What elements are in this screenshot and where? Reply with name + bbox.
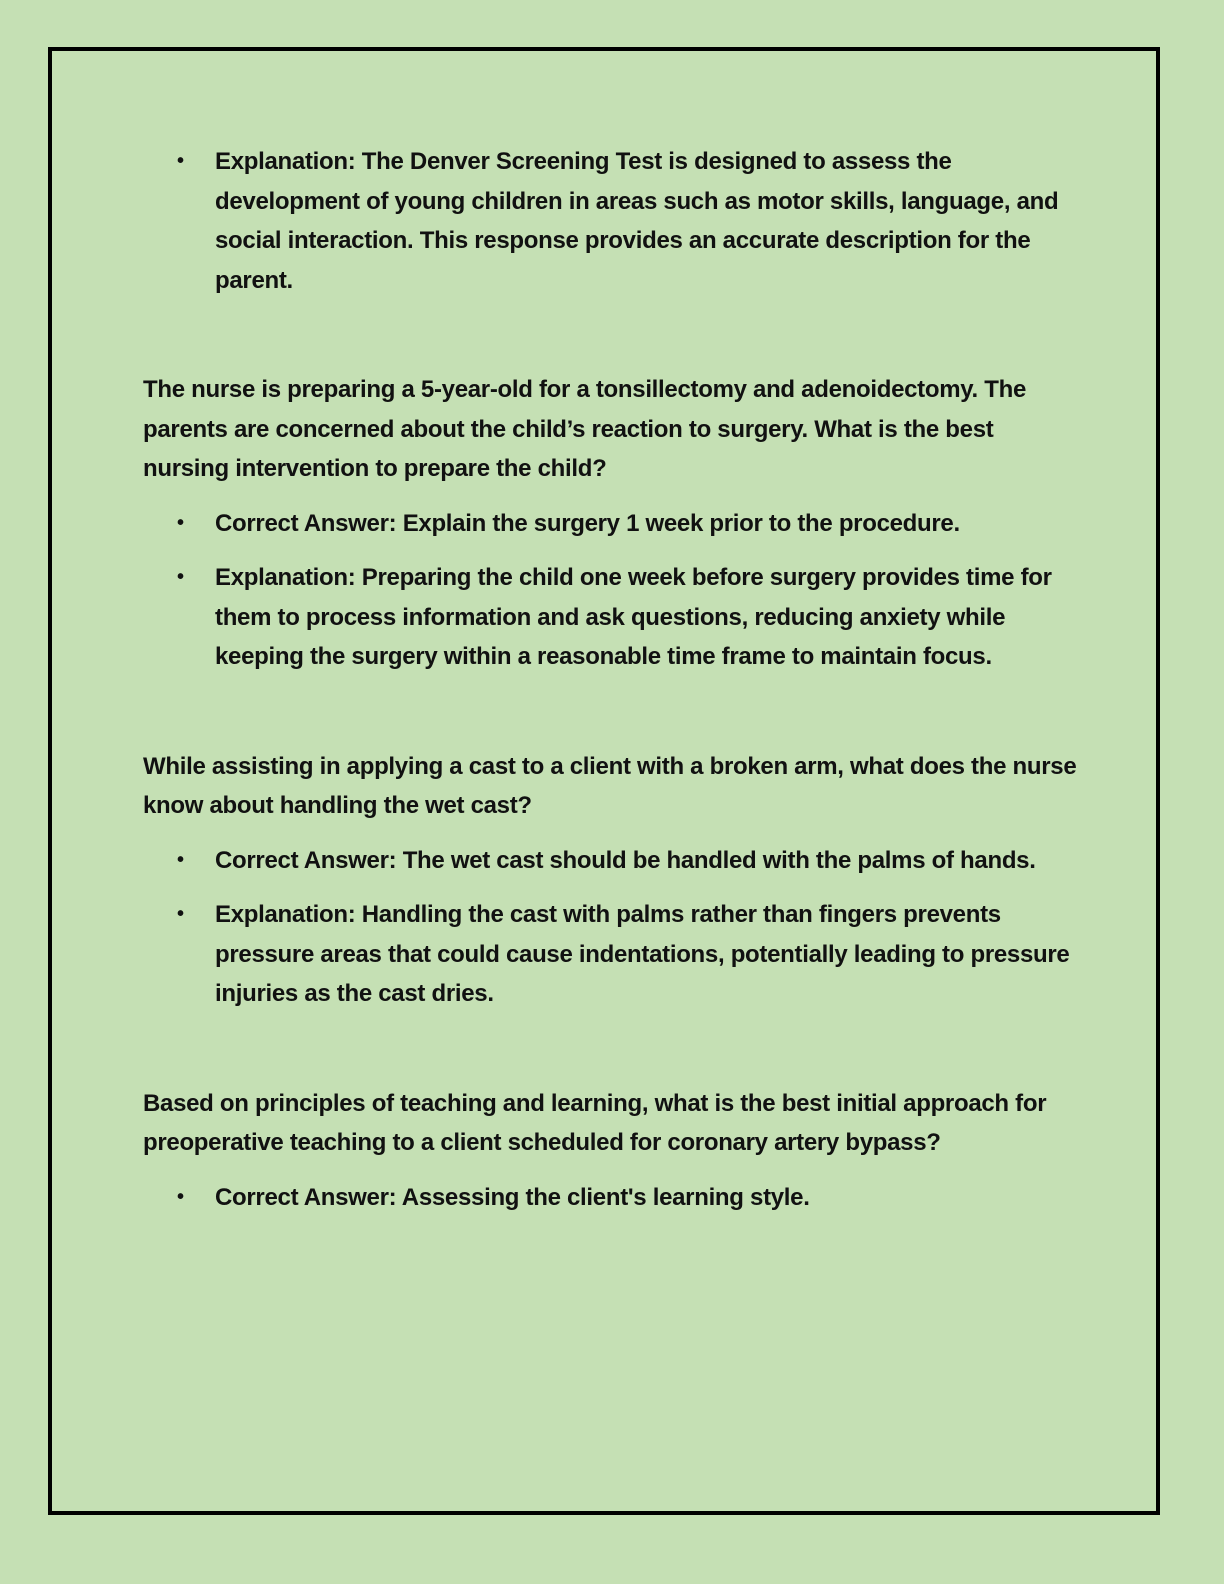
bullet-text: Explanation: Handling the cast with palms rather than fingers prevents pressure areas that could cause indentations, potentially leading to pressure injuries as the cast dries. (215, 901, 1070, 1007)
qa-block-3 (143, 747, 1083, 1014)
explanation-bullet (143, 558, 1083, 677)
correct-answer-bullet (143, 504, 1083, 544)
bullet-text: Explanation: The Denver Screening Test is designed to assess the development of young children in areas such as motor skills, language, and social interaction. This response provides an accurate description for the parent. (215, 148, 1059, 294)
bullet-dot-icon: • (177, 848, 184, 871)
qa-block-4 (143, 1084, 1083, 1218)
bullet-text: Explanation: Preparing the child one week before surgery provides time for them to process information and ask questions, reducing anxiety while keeping the surgery within a reasonable time frame to maintain focus. (215, 564, 1052, 670)
bullet-list (143, 1178, 1083, 1218)
bullet-text: Correct Answer: The wet cast should be handled with the palms of hands. (215, 846, 1036, 874)
correct-answer-bullet (143, 841, 1083, 881)
bullet-list (143, 504, 1083, 677)
qa-block-2 (143, 370, 1083, 677)
question-text: Based on principles of teaching and learning, what is the best initial approach for preoperative teaching to a client scheduled for coronary artery bypass? (143, 1089, 1047, 1156)
document-content (143, 142, 1083, 1287)
bullet-dot-icon: • (177, 1185, 184, 1208)
question-text: The nurse is preparing a 5-year-old for a tonsillectomy and adenoidectomy. The parents are concerned about the child’s reaction to surgery. What is the best nursing intervention to prepare the child? (143, 376, 1027, 482)
explanation-bullet (143, 895, 1083, 1014)
bullet-text: Correct Answer: Explain the surgery 1 week prior to the procedure. (215, 509, 960, 537)
bullet-dot-icon: • (177, 903, 184, 925)
bullet-list (143, 841, 1083, 1014)
qa-block-1 (143, 142, 1083, 300)
explanation-bullet (143, 142, 1083, 300)
bullet-text: Correct Answer: Assessing the client's learning style. (215, 1183, 810, 1211)
bullet-dot-icon: • (177, 150, 184, 172)
bullet-dot-icon: • (177, 511, 184, 534)
bullet-dot-icon: • (177, 566, 184, 588)
correct-answer-bullet (143, 1178, 1083, 1218)
question-text: While assisting in applying a cast to a client with a broken arm, what does the nurse know about handling the wet cast? (143, 752, 1077, 819)
bullet-list (143, 142, 1083, 300)
